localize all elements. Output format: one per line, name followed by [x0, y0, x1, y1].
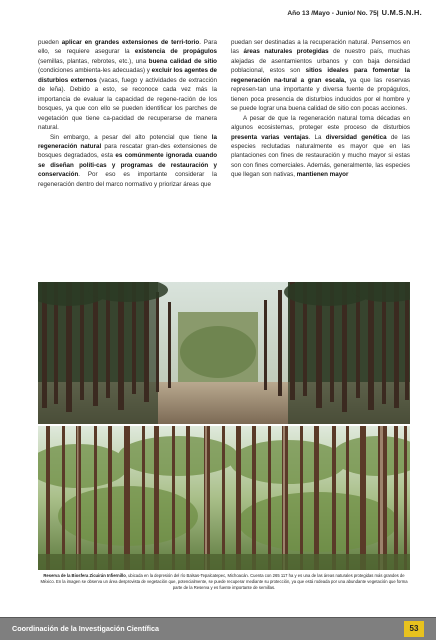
- bold-run: áreas naturales protegidas: [243, 48, 329, 56]
- text-run: ya que las reservas represen-tan una importante y diversa fuente de propágulos, tienen poca presencia de disturbios inducidos por el hombre y se puede lograr una buena calidad de sitio con pocas acciones.: [231, 76, 410, 113]
- text-run: A pesar de que la regeneración natural toma décadas en algunos ecosistemas, proteger este proceso de disturbios: [231, 114, 410, 132]
- bold-run: presenta varias ventajas: [231, 133, 309, 141]
- text-run: (vacas, fuego y actividades de extracción de leña). Debido a esto, se reconoce cada vez más la importancia de evaluar la capacidad de regene-ración de los bosques, ya que con ello se pueden identificar los parches de vegetación que tiene ca-pacidad de recuperarse de manera natural.: [38, 76, 217, 132]
- bold-run: sitios ideales para fomentar la regeneración na-tural a gran escala,: [231, 67, 410, 84]
- forest-trunks-image: [38, 426, 410, 570]
- paragraph: [231, 38, 410, 114]
- bold-run: la regeneración natural: [38, 133, 217, 150]
- journal-header: [287, 8, 422, 17]
- right-column: [231, 38, 410, 276]
- forest-clearing-image: [38, 282, 410, 424]
- footer-label: Coordinación de la Investigación Científica: [12, 624, 159, 633]
- text-run: (condiciones ambienta-les adecuadas) y: [38, 67, 152, 75]
- bold-run: diversidad genética: [325, 133, 387, 141]
- text-run: pueden: [38, 39, 62, 46]
- text-run: (semillas, plantas, rebrotes, etc.), una: [38, 57, 149, 65]
- text-run: de nuestro país, muchas alejadas de asentamientos urbanos y con baja densidad poblacional, estos son: [231, 48, 410, 75]
- article-body: [38, 38, 410, 276]
- issue-label: Año 13 /Mayo - Junio/ No. 75|: [287, 10, 379, 17]
- text-run: puedan ser destinadas a la recuperación natural. Pensemos en las: [231, 39, 410, 56]
- bold-run: aplicar en grandes extensiones de terri-torio: [61, 39, 200, 46]
- left-column: [38, 38, 217, 276]
- bold-run: existencia de propágulos: [134, 48, 217, 56]
- text-run: de las especies reclutadas naturalmente es mayor que en las plantaciones con fines de restauración y mucho mayor si estas son con fines comerciales. Además, generalmente, las especies que llegan son nativas,: [231, 133, 410, 179]
- paragraph: [231, 114, 410, 180]
- paragraph: [38, 38, 217, 133]
- journal-name: U.M.S.N.H.: [381, 8, 422, 17]
- text-run: Sin embargo, a pesar del alto potencial que tiene: [50, 133, 212, 141]
- forest-trunks-photo: [38, 426, 410, 570]
- caption-bold: Reserva de la Biosfera Zicuirán Infiernillo: [43, 573, 126, 578]
- bold-run: mantienen mayor: [296, 171, 349, 179]
- bold-run: es comúnmente ignorada cuando se diseñan políti-cas y programas de restauración y conservación: [38, 152, 217, 179]
- text-run: . La: [308, 133, 326, 141]
- forest-clearing-photo: [38, 282, 410, 424]
- bold-run: buena calidad de sitio: [148, 57, 217, 65]
- paragraph: [38, 133, 217, 190]
- bold-run: excluir los agentes de disturbios externos: [38, 67, 217, 84]
- text-run: . Por eso es importante considerar la regeneración dentro del marco normativo y priorizar áreas que: [38, 171, 217, 188]
- page-number: 53: [404, 621, 424, 637]
- text-run: para rescatar gran-des extensiones de bosques degradados, esta: [38, 142, 217, 160]
- photo-caption: [38, 573, 410, 592]
- text-run: . Para ello, se requiere asegurar la: [38, 39, 217, 56]
- caption-text: , ubicada en la depresión del río Balsas-Tepalcatepec, Michoacán. Cuenta con 265 117 ha y es una de las áreas naturales protegidas más grandes de México. En la imagen se observa un área desprovista de vegetación que, potencialmente, se puede recuperar mediante su protección, ya que está rodeada por una abundante vegetación que forma parte de la Reserva y es fuente importante de semillas.: [40, 573, 408, 591]
